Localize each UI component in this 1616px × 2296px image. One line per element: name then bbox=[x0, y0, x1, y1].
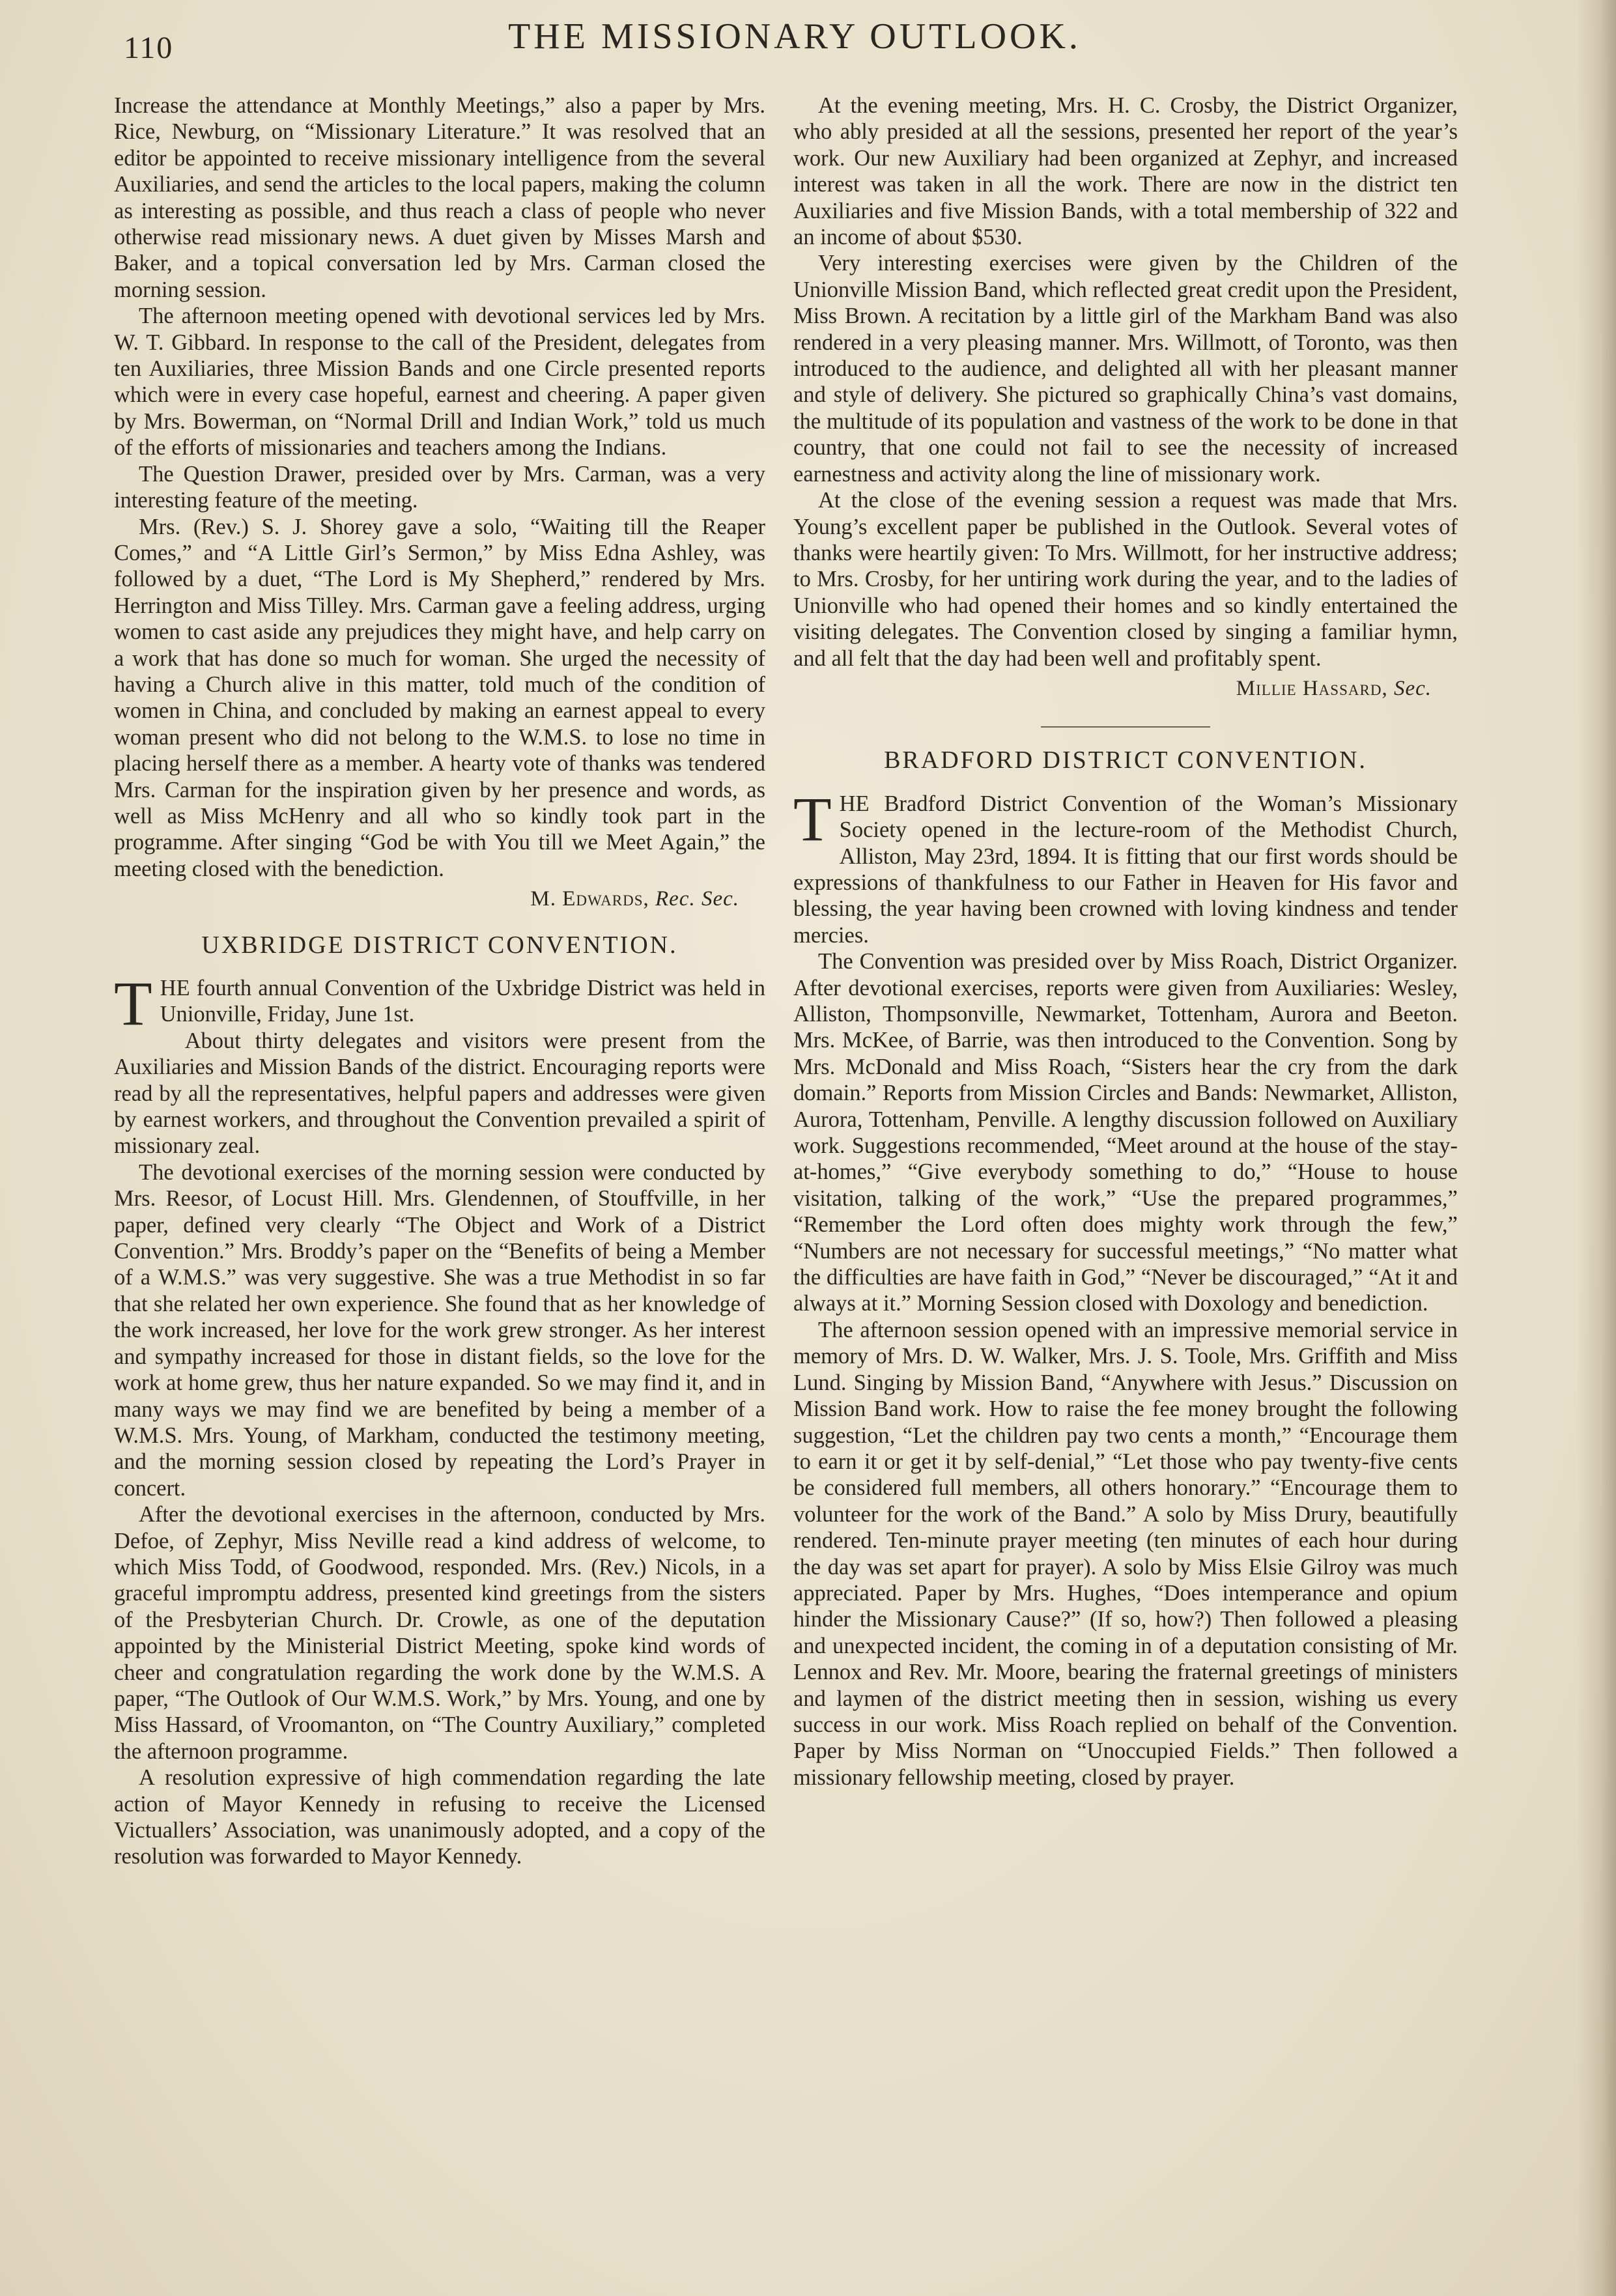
page-number: 110 bbox=[124, 31, 174, 65]
paragraph-lead bbox=[114, 969, 765, 1038]
signature-edwards bbox=[114, 886, 739, 912]
section-title-uxbridge: UXBRIDGE DISTRICT CONVENTION. bbox=[201, 931, 678, 959]
paragraph: Increase the attendance at Monthly Meetings,” also a paper by Mrs. Rice, Newburg, on “Missionary Literature.” It was resolved that an editor be appointed to receive missionary intelligence from the several Auxiliaries, and send the articles to the local papers, making the column as interesting as possible, and thus reach a class of people who never otherwise read missionary news. A duet given by Misses Marsh and Baker, and a topical conversation led by Mrs. Carman closed the morning session. bbox=[114, 93, 765, 302]
lead-text: HE fourth annual Convention of the Uxbridge District was held in Unionville, Friday, June 1st. bbox=[160, 976, 765, 1027]
signature-role: Rec. Sec. bbox=[655, 887, 739, 911]
paragraph: After the devotional exercises in the afternoon, conducted by Mrs. Defoe, of Zephyr, Miss Neville read a kind address of welcome, to which Miss Todd, of Goodwood, responded. Mrs. (Rev.) Nicols, in a graceful impromptu address, presented kind greetings from the sisters of the Presbyterian Church. Dr. Crowle, as one of the deputation appointed by the Ministerial District Meeting, spoke kind words of cheer and congratulation regarding the work done by the W.M.S. A paper, “The Outlook of Our W.M.S. Work,” by Mrs. Young, and one by Miss Hassard, of Vroomanton, on “The Country Auxiliary,” completed the afternoon programme. bbox=[114, 1502, 765, 1764]
signature-role: Sec. bbox=[1393, 676, 1432, 700]
drop-cap: T bbox=[114, 969, 152, 1038]
paragraph: The Question Drawer, presided over by Mrs. Carman, was a very interesting feature of the meeting. bbox=[114, 461, 765, 513]
paragraph: The Convention was presided over by Miss Roach, District Organizer. After devotional exercises, reports were given from Auxiliaries: Wesley, Alliston, Thompsonville, Newmarket, Tottenham, Aurora and Beeton. Mrs. McKee, of Barrie, was then introduced to the Convention. Song by Mrs. McDonald and Miss Roach, “Sisters hear the cry from the dark domain.” Reports from Mission Circles and Bands: Newmarket, Alliston, Aurora, Tottenham, Penville. A lengthy discussion followed on Auxiliary work. Suggestions recommended, “Meet around at the house of the stay-at-homes,” “Give everybody something to do,” “House to house visitation, talking of the work,” “Use the prepared programmes,” “Remember the Lord often does mighty work through the few,” “Numbers are not necessary for successful meetings,” “No matter what the difficulties are have faith in God,” “Never be discouraged,” “At it and always at it.” Morning Session closed with Doxology and benediction. bbox=[793, 949, 1458, 1316]
paragraph: The afternoon session opened with an impressive memorial service in memory of Mrs. D. W. Walker, Mrs. J. S. Toole, Mrs. Griffith and Miss Lund. Singing by Mission Band, “Anywhere with Jesus.” Discussion on Mission Band work. How to raise the fee money brought the following suggestion, “Let the children pay two cents a month,” “Encourage them to earn it or get it by self-denial,” “Let those who pay twenty-five cents be considered full members, all others honorary.” “Encourage them to volunteer for the work of the Band.” A solo by Miss Drury, beautifully rendered. Ten-minute prayer meeting (ten minutes of each hour during the day was set apart for prayer). A solo by Miss Elsie Gilroy was much appreciated. Paper by Mrs. Hughes, “Does intemperance and opium hinder the Missionary Cause?” (If so, how?) Then followed a pleasing and unexpected incident, the coming in of a deputation consisting of Mr. Lennox and Rev. Mr. Moore, bearing the fraternal greetings of ministers and laymen of the district meeting then in session, wishing us every success in our work. Miss Roach replied on behalf of the Convention. Paper by Miss Norman on “Unoccupied Fields.” Then followed a missionary fellowship meeting, closed by prayer. bbox=[793, 1317, 1458, 1790]
paragraph: At the evening meeting, Mrs. H. C. Crosby, the District Organizer, who ably presided at all the sessions, presented her report of the year’s work. Our new Auxiliary had been organized at Zephyr, and increased interest was taken in all the work. There are now in the district ten Auxiliaries and five Mission Bands, with a total membership of 322 and an income of about $530. bbox=[793, 93, 1458, 250]
paragraph: The afternoon meeting opened with devotional services led by Mrs. W. T. Gibbard. In response to the call of the President, delegates from ten Auxiliaries, three Mission Bands and one Circle presented reports which were in every case hopeful, earnest and cheering. A paper given by Mrs. Bowerman, on “Normal Drill and Indian Work,” told us much of the efforts of missionaries and teachers among the Indians. bbox=[114, 304, 765, 461]
paragraph: About thirty delegates and visitors were present from the Auxiliaries and Mission Bands of the district. Encouraging reports were read by all the representatives, helpful papers and addresses were given by earnest workers, and throughout the Convention prevailed a spirit of missionary zeal. bbox=[114, 1028, 765, 1159]
page-header bbox=[124, 16, 1466, 74]
left-column bbox=[114, 92, 765, 1870]
right-column bbox=[793, 92, 1458, 1791]
paragraph-lead bbox=[793, 784, 1458, 948]
paragraph: A resolution expressive of high commendation regarding the late action of Mayor Kennedy in refusing to receive the Licensed Victuallers’ Association, was unanimously adopted, and a copy of the resolution was forwarded to Mayor Kennedy. bbox=[114, 1765, 765, 1869]
section-divider bbox=[1041, 726, 1210, 728]
page-edge-shadow bbox=[1577, 0, 1616, 2296]
lead-text: HE Bradford District Convention of the Woman’s Missionary Society opened in the lecture-room of the Methodist Church, Alliston, May 23rd, 1894. It is fitting that our first words should be expressions of thankfulness to our Father in Heaven for His favor and blessing, the year having been crowned with loving kindness and tender mercies. bbox=[793, 791, 1458, 948]
running-title: THE MISSIONARY OUTLOOK. bbox=[508, 16, 1081, 57]
signature-name: M. Edwards, bbox=[530, 887, 649, 911]
paragraph: Very interesting exercises were given by the Children of the Unionville Mission Band, which reflected great credit upon the President, Miss Brown. A recitation by a little girl of the Markham Band was also rendered in a very pleasing manner. Mrs. Willmott, of Toronto, was then introduced to the audience, and delighted all with her pleasant manner and style of delivery. She pictured so graphically China’s vast domains, the multitude of its population and vastness of the work to be done in that country, that one could not fail to see the necessity of increased earnestness and activity along the line of missionary work. bbox=[793, 251, 1458, 487]
signature-hassard bbox=[793, 675, 1432, 702]
section-title-bradford: BRADFORD DISTRICT CONVENTION. bbox=[884, 746, 1367, 774]
signature-name: Millie Hassard, bbox=[1236, 676, 1388, 700]
paragraph: Mrs. (Rev.) S. J. Shorey gave a solo, “Waiting till the Reaper Comes,” and “A Little Girl’s Sermon,” by Miss Edna Ashley, was followed by a duet, “The Lord is My Shepherd,” rendered by Mrs. Herrington and Miss Tilley. Mrs. Carman gave a feeling address, urging women to cast aside any prejudices they might have, and help carry on a work that has done so much for woman. She urged the necessity of having a Church alive in this matter, told much of the condition of women in China, and concluded by making an earnest appeal to every woman present who did not belong to the W.M.S. to lose no time in placing herself there as a member. A hearty vote of thanks was tendered Mrs. Carman for the inspiration given by her presence and words, as well as Miss McHenry and all who so kindly took part in the programme. After singing “God be with You till we Meet Again,” the meeting closed with the benediction. bbox=[114, 514, 765, 881]
paragraph: At the close of the evening session a request was made that Mrs. Young’s excellent paper be published in the Outlook. Several votes of thanks were heartily given: To Mrs. Willmott, for her instructive address; to Mrs. Crosby, for her untiring work during the year, and to the ladies of Unionville who had opened their homes and so kindly entertained the visiting delegates. The Convention closed by singing a familiar hymn, and all felt that the day had been well and profitably spent. bbox=[793, 488, 1458, 671]
paragraph: The devotional exercises of the morning session were conducted by Mrs. Reesor, of Locust Hill. Mrs. Glendennen, of Stouffville, in her paper, defined very clearly “The Object and Work of a District Convention.” Mrs. Broddy’s paper on the “Benefits of being a Member of a W.M.S.” was very suggestive. She was a true Methodist in so far that she related her own experience. She found that as her knowledge of the work increased, her love for the work grew stronger. As her interest and sympathy increased for those in distant fields, so the love for the work at home grew, thus her nature expanded. So we may find it, and in many ways we may find we are benefited by being a member of a W.M.S. Mrs. Young, of Markham, conducted the testimony meeting, and the morning session closed by repeating the Lord’s Prayer in concert. bbox=[114, 1159, 765, 1501]
drop-cap: T bbox=[793, 784, 832, 854]
